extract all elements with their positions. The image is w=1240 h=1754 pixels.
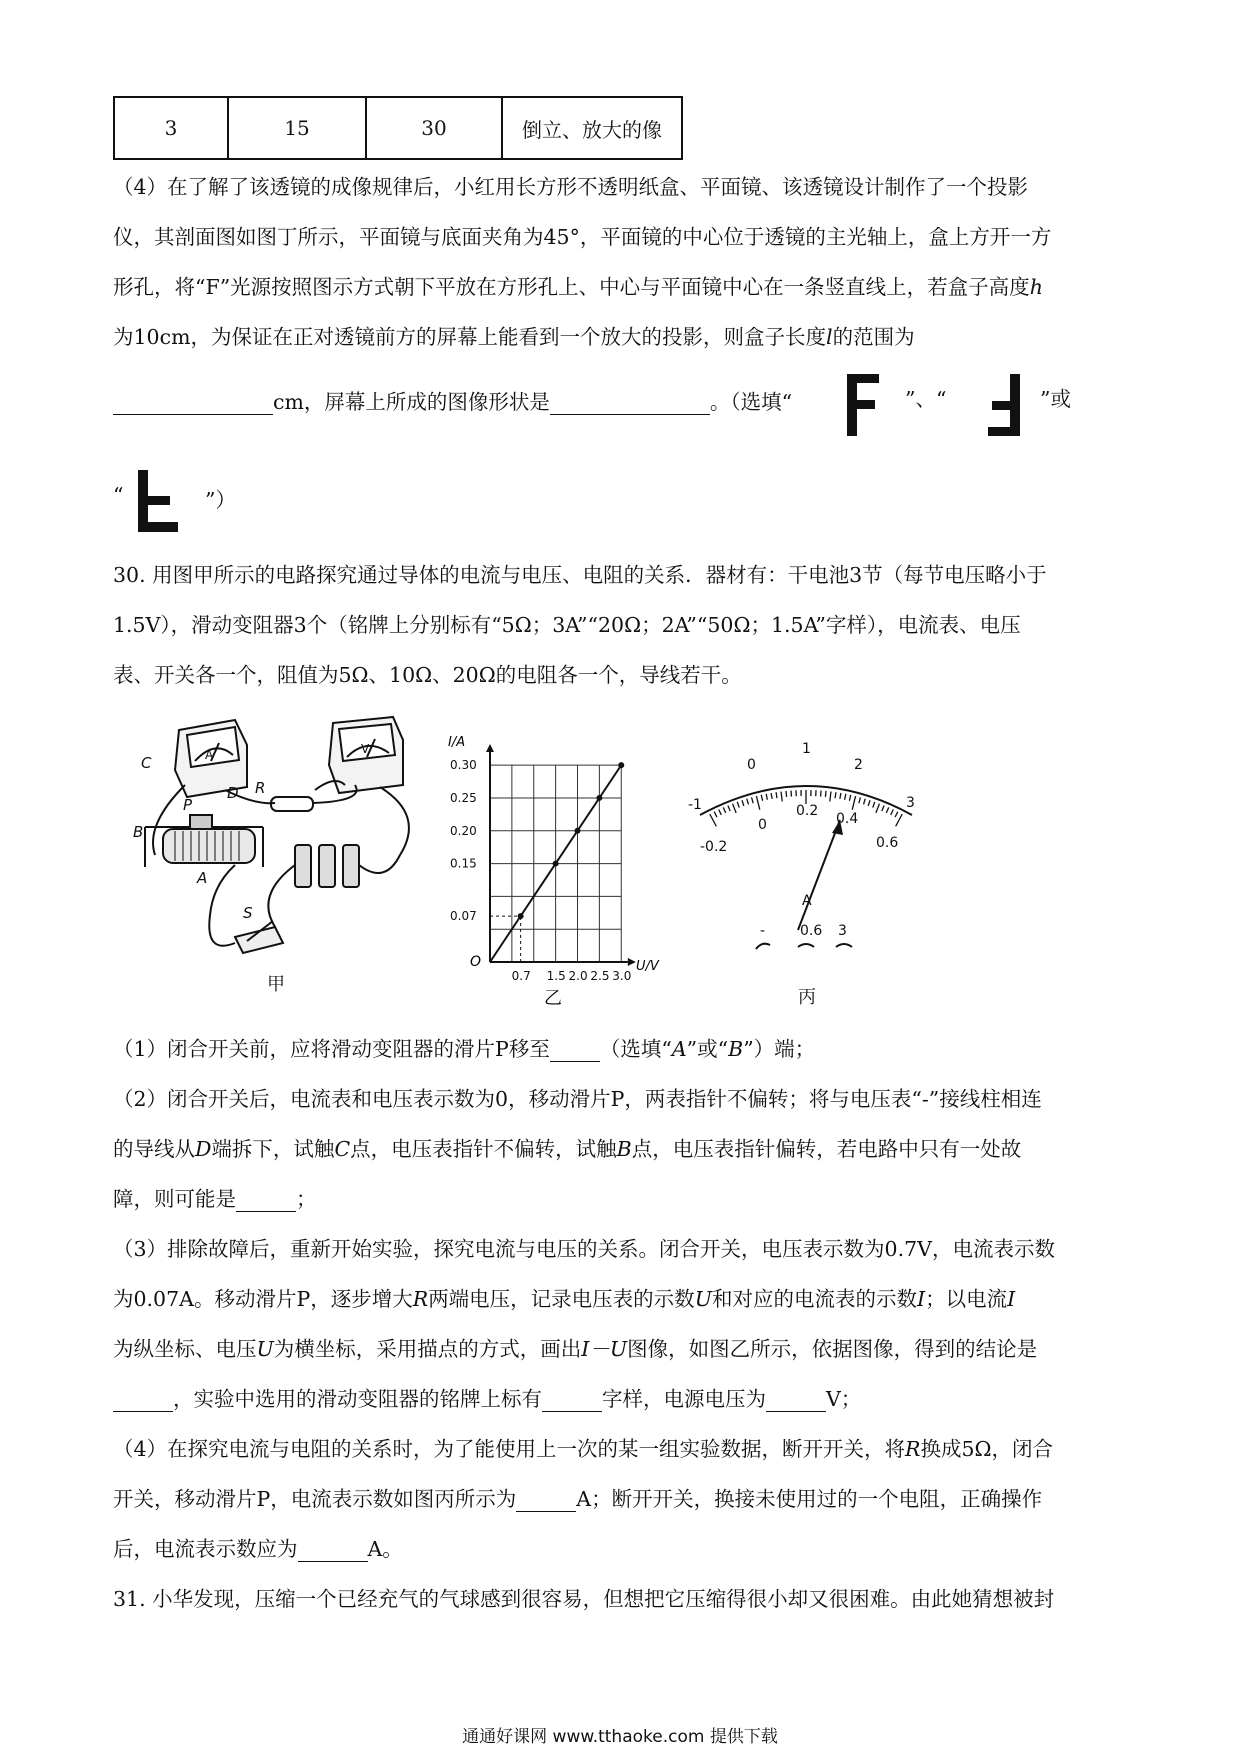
figure-caption-bing: 丙 xyxy=(798,987,816,1008)
variable: A xyxy=(671,1037,687,1061)
text-line xyxy=(113,1374,1133,1424)
label-c: C xyxy=(141,754,152,772)
x-tick-label: 1.5 xyxy=(546,969,566,983)
label-r: R xyxy=(255,779,266,797)
x-axis-arrow xyxy=(628,958,636,966)
circuit-diagram xyxy=(135,715,450,995)
answer-blank[interactable] xyxy=(113,388,273,415)
text-line: 表、开关各一个，阻值为5Ω、10Ω、20Ω的电阻各一个，导线若干。 xyxy=(113,663,742,687)
variable: B xyxy=(728,1037,744,1061)
dial-tick xyxy=(710,814,717,826)
table-cell: 15 xyxy=(228,97,366,159)
table-cell: 3 xyxy=(114,97,228,159)
answer-blank[interactable] xyxy=(550,1035,600,1062)
y-tick-label: 0.20 xyxy=(450,823,477,838)
text-line: 仪，其剖面图如图丁所示，平面镜与底面夹角为45°，平面镜的中心位于透镜的主光轴上，盒上方开一方 xyxy=(113,225,1052,249)
text-span: 点，电压表指针偏转，若电路中只有一处故 xyxy=(631,1137,1022,1161)
text-span: ”或“ xyxy=(686,1037,729,1061)
dial-tick xyxy=(891,810,894,815)
text-span: 。（选填“ xyxy=(709,390,793,414)
text-span: 图像，如图乙所示，依据图像，得到的结论是 xyxy=(627,1337,1038,1361)
y-tick-label: 0.15 xyxy=(450,856,477,871)
text-span: 字样，电源电压为 xyxy=(602,1387,766,1411)
y-axis-label: I/A xyxy=(448,735,466,750)
text-span: 换成5Ω，闭合 xyxy=(920,1437,1054,1461)
text-span: A。 xyxy=(367,1537,403,1561)
y-axis-arrow xyxy=(486,744,494,752)
text-span: 的范围为 xyxy=(832,325,915,349)
answer-blank[interactable] xyxy=(113,1385,173,1412)
dial-tick xyxy=(776,792,777,798)
dial-tick xyxy=(737,802,739,808)
dial-tick xyxy=(896,814,903,826)
figure-caption-jia: 甲 xyxy=(267,974,285,995)
text-span: （4）在探究电流与电阻的关系时，为了能使用上一次的某一组实验数据，断开开关，将 xyxy=(113,1437,906,1461)
variable: B xyxy=(616,1137,632,1161)
answer-blank[interactable] xyxy=(236,1185,296,1212)
variable: R xyxy=(412,1287,429,1311)
dial-tick xyxy=(849,795,850,801)
text-span: 为纵坐标、电压 xyxy=(113,1337,257,1361)
part-3: （3）排除故障后，重新开始实验，探究电流与电压的关系。闭合开关，电压表示数为0.7V，电流表示数 xyxy=(113,1237,1055,1261)
glyph-f-upright xyxy=(835,370,895,442)
answer-blank[interactable] xyxy=(298,1535,368,1562)
text-line xyxy=(113,1174,1133,1224)
answer-blank[interactable] xyxy=(550,388,710,415)
answer-blank[interactable] xyxy=(766,1385,826,1412)
text-span: 点，电压表指针不偏转，试触 xyxy=(350,1137,617,1161)
text-line: 30. 用图甲所示的电路探究通过导体的电流与电压、电阻的关系．器材有：干电池3节（每节电压略小于 xyxy=(113,563,1047,587)
text-span: ； xyxy=(296,1187,317,1211)
data-point xyxy=(618,762,624,768)
text-line: （4）在了解了该透镜的成像规律后，小红用长方形不透明纸盒、平面镜、该透镜设计制作了一个投影 xyxy=(113,175,1029,199)
text-span: “ xyxy=(113,483,124,507)
dial-needle xyxy=(798,820,840,930)
x-tick-label: 2.5 xyxy=(590,969,610,983)
terminal-hook xyxy=(798,944,814,947)
scale-label: 0 xyxy=(747,757,756,773)
x-axis-label: U/V xyxy=(636,959,659,974)
table-cell: 30 xyxy=(366,97,502,159)
text-line: 1.5V），滑动变阻器3个（铭牌上分别标有“5Ω；3A”“20Ω；2A”“50Ω；1.5A”字样），电流表、电压 xyxy=(113,613,1021,637)
x-tick-label: 2.0 xyxy=(568,969,588,983)
dial-tick xyxy=(859,797,861,803)
terminal-hook xyxy=(756,944,770,949)
scale-label: 2 xyxy=(854,757,863,773)
dial-tick xyxy=(873,802,875,808)
text-span: 两端电压，记录电压表的示数 xyxy=(428,1287,695,1311)
label-b: B xyxy=(133,823,144,841)
text-span: V； xyxy=(826,1387,862,1411)
dial-tick xyxy=(752,797,754,803)
text-span: （1）闭合开关前，应将滑动变阻器的滑片P移至 xyxy=(113,1037,550,1061)
variable-l: l xyxy=(826,325,833,349)
x-tick-label: 3.0 xyxy=(612,969,632,983)
x-tick-label: 0.7 xyxy=(511,969,531,983)
dial-tick xyxy=(886,807,888,812)
part-1 xyxy=(113,1024,1133,1074)
scale-label: 1 xyxy=(802,741,811,757)
question-31: 31. 小华发现，压缩一个已经充气的气球感到很容易，但想把它压缩得很小却又很困难。由此她猜想被封 xyxy=(113,1587,1055,1611)
dial-tick xyxy=(825,791,826,797)
text-span: 为横坐标，采用描点的方式，画出 xyxy=(273,1337,582,1361)
scale-label: 0.2 xyxy=(796,803,819,819)
dial-tick xyxy=(835,792,836,798)
question-29-part-4 xyxy=(113,162,1133,362)
text-span: 端拆下，试触 xyxy=(211,1137,335,1161)
variable-h: h xyxy=(1029,275,1043,299)
text-line xyxy=(113,312,1133,362)
part-4 xyxy=(113,1424,1133,1474)
answer-blank[interactable] xyxy=(542,1385,602,1412)
text-span: 障，则可能是 xyxy=(113,1187,236,1211)
ammeter-dial xyxy=(680,735,930,1010)
label-s: S xyxy=(243,904,253,922)
dial-tick xyxy=(882,805,884,811)
y-tick-label: 0.25 xyxy=(450,790,477,805)
text-span: 的导线从 xyxy=(113,1137,195,1161)
origin-label: O xyxy=(470,954,482,970)
question-30-parts xyxy=(113,1024,1133,1624)
text-line xyxy=(113,262,1133,312)
glyph-f-rotated xyxy=(128,462,188,538)
text-span: ”） xyxy=(205,488,236,512)
dial-tick xyxy=(719,810,722,815)
data-point xyxy=(518,913,524,919)
dial-tick xyxy=(845,794,846,800)
variable: D xyxy=(195,1137,212,1161)
chart-series xyxy=(490,762,624,962)
data-point xyxy=(596,795,602,801)
dial-tick xyxy=(830,792,831,802)
answer-blank[interactable] xyxy=(516,1485,576,1512)
dial-tick xyxy=(742,800,744,806)
dial-tick xyxy=(747,799,749,805)
text-span: A；断开开关，换接未使用过的一个电阻，正确操作 xyxy=(576,1487,1043,1511)
text-line xyxy=(113,1524,1133,1574)
dial-tick xyxy=(786,791,787,797)
scale-label: 3 xyxy=(906,795,915,811)
variable: I－U xyxy=(581,1337,628,1361)
text-span: ”）端； xyxy=(743,1037,816,1061)
page-footer: 通通好课网 www.tthaoke.com 提供下载 xyxy=(462,1727,778,1747)
dial-tick xyxy=(723,807,725,812)
label-a: A xyxy=(197,869,208,887)
dial-tick xyxy=(766,794,767,800)
text-span: cm，屏幕上所成的图像形状是 xyxy=(273,390,550,414)
part-2: （2）闭合开关后，电流表和电压表示数为0，移动滑片P，两表指针不偏转；将与电压表“-”接线柱相连 xyxy=(113,1087,1042,1111)
variable: I xyxy=(1007,1287,1016,1311)
table-row xyxy=(114,97,682,159)
dial-tick xyxy=(771,793,772,799)
text-span: 为0.07A。移动滑片P，逐步增大 xyxy=(113,1287,413,1311)
data-point xyxy=(553,861,559,867)
dial-tick xyxy=(868,800,870,806)
data-table xyxy=(113,96,683,160)
dial-tick xyxy=(864,799,866,805)
variable: C xyxy=(334,1137,351,1161)
text-span: ”、“ xyxy=(905,387,947,411)
dial-tick xyxy=(840,793,841,799)
scale-label: 0.4 xyxy=(836,811,859,827)
dial-tick xyxy=(714,812,717,817)
scale-label: 0 xyxy=(758,817,767,833)
variable: R xyxy=(905,1437,921,1461)
text-span: ”或 xyxy=(1040,387,1071,411)
text-span: （选填“ xyxy=(599,1037,672,1061)
table-cell: 倒立、放大的像 xyxy=(502,97,682,159)
glyph-f-mirrored xyxy=(970,370,1030,442)
scale-label: 0.6 xyxy=(876,835,899,851)
ammeter-label: A xyxy=(205,748,214,762)
data-point xyxy=(575,828,581,834)
dial-tick xyxy=(781,792,782,802)
text-span: 形孔，将“F”光源按照图示方式朝下平放在方形孔上、中心与平面镜中心在一条竖直线上，若盒子高度 xyxy=(113,275,1030,299)
label-p: P xyxy=(183,796,193,814)
text-span: 开关，移动滑片P，电流表示数如图丙所示为 xyxy=(113,1487,517,1511)
voltmeter-label: V xyxy=(361,742,370,756)
text-line xyxy=(113,1124,1133,1174)
terminal-label: - xyxy=(760,923,766,939)
variable: U xyxy=(256,1337,274,1361)
y-tick-label: 0.30 xyxy=(450,758,477,773)
figure-caption-yi: 乙 xyxy=(544,988,562,1009)
text-span: 和对应的电流表的示数 xyxy=(711,1287,917,1311)
text-line xyxy=(113,1274,1133,1324)
variable: U xyxy=(694,1287,712,1311)
terminal-hook xyxy=(836,944,852,947)
dial-tick xyxy=(728,805,730,811)
y-tick-label: 0.07 xyxy=(450,909,477,924)
dial-tick xyxy=(761,795,762,801)
text-span: ；以电流 xyxy=(925,1287,1008,1311)
dial-tick xyxy=(756,796,759,810)
dial-tick xyxy=(852,796,855,810)
question-30-intro xyxy=(113,550,1133,700)
text-line xyxy=(113,1474,1133,1524)
iu-chart xyxy=(440,722,660,1012)
dial-tick xyxy=(876,804,880,813)
dial-tick xyxy=(895,812,898,817)
text-span: 为10cm，为保证在正对透镜前方的屏幕上能看到一个放大的投影，则盒子长度 xyxy=(113,325,827,349)
scale-label: -1 xyxy=(688,797,702,813)
text-span: ，实验中选用的滑动变阻器的铭牌上标有 xyxy=(173,1387,542,1411)
text-span: 后，电流表示数应为 xyxy=(113,1537,298,1561)
terminal-label: 0.6 xyxy=(800,923,823,939)
variable: I xyxy=(916,1287,926,1311)
scale-label: -0.2 xyxy=(700,839,728,855)
dial-tick xyxy=(733,804,737,813)
label-d: D xyxy=(227,784,239,802)
meter-label: A xyxy=(802,893,812,909)
terminal-label: 3 xyxy=(838,923,847,939)
text-line xyxy=(113,1324,1133,1374)
